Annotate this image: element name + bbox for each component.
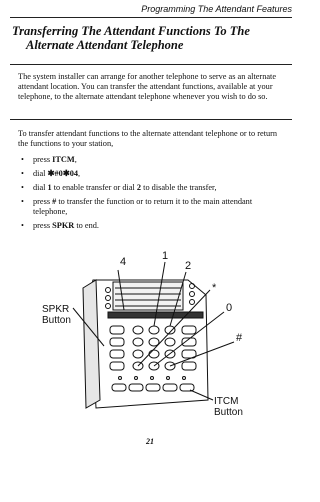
spkr-button-label: SPKR Button	[42, 304, 71, 326]
section-rule	[10, 119, 292, 120]
page-title	[12, 24, 294, 52]
callout-4: 4	[120, 256, 127, 268]
function-key	[182, 362, 196, 370]
function-key	[110, 326, 124, 334]
line-button	[129, 384, 143, 391]
intro-paragraph: The system installer can arrange for another telephone to serve as an alternate attendant location. You can transfer the attendant functions, available at your telephone, to the alternate attendant telephone whenever you wish to do so.	[18, 72, 277, 101]
step-item: • press ITCM,	[18, 155, 286, 165]
line-button	[180, 384, 194, 391]
steps-list	[18, 155, 286, 235]
telephone-figure	[38, 250, 268, 420]
lamp-1	[106, 288, 111, 293]
lamp-6	[190, 300, 195, 305]
itcm-button-label: ITCM Button	[214, 396, 243, 418]
section-header: Programming The Attendant Features	[141, 4, 292, 14]
callout-0: 0	[226, 302, 233, 314]
handset	[83, 280, 100, 408]
lamp-3	[106, 304, 111, 309]
callout-hash: #	[236, 332, 243, 344]
step-item: • dial ✱#0✱04,	[18, 169, 286, 179]
lamp-5	[190, 292, 195, 297]
step-item: • press SPKR to end.	[18, 221, 286, 231]
title-line-1: Transferring The Attendant Functions To The	[12, 24, 250, 38]
page-number: 21	[146, 437, 154, 446]
step-item: • dial 1 to enable transfer or dial 2 to disable the transfer,	[18, 183, 286, 193]
callout-2: 2	[185, 260, 192, 272]
lamp-2	[106, 296, 111, 301]
function-key	[110, 362, 124, 370]
function-key	[182, 326, 196, 334]
function-key	[110, 338, 124, 346]
title-rule	[10, 64, 292, 65]
line-button	[112, 384, 126, 391]
dial-keypad	[133, 326, 175, 370]
callout-star: *	[212, 282, 217, 294]
line-button	[163, 384, 177, 391]
callout-1: 1	[162, 250, 169, 262]
lamp-4	[190, 284, 195, 289]
header-rule	[10, 17, 292, 18]
line-button	[146, 384, 160, 391]
instruction-paragraph: To transfer attendant functions to the alternate attendant telephone or to return the functions to your station,	[18, 129, 278, 148]
function-key	[110, 350, 124, 358]
title-line-2: Alternate Attendant Telephone	[26, 38, 184, 52]
telephone-illustration	[38, 250, 268, 420]
step-item: • press # to transfer the function or to return it to the main attendant telephone,	[18, 197, 286, 217]
